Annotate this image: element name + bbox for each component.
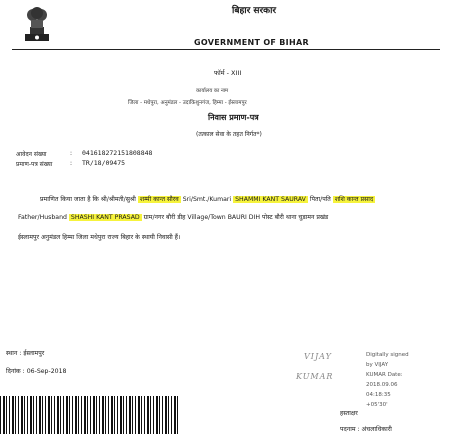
govt-title-english: GOVERNMENT OF BIHAR <box>194 38 309 47</box>
field-colon: : <box>70 160 73 167</box>
form-number: फॉर्म - XIII <box>214 69 242 77</box>
dsig-line: +05'30' <box>366 402 388 408</box>
father-name-english: SHASHI KANT PRASAD <box>70 214 140 221</box>
dsig-line: Digitally signed <box>366 352 409 358</box>
ashoka-emblem-icon <box>22 4 52 42</box>
certificate-number-value: TR/18/09475 <box>82 159 126 167</box>
signature-name-line1: VIJAY <box>304 352 332 361</box>
signature-label: हस्ताक्षर <box>340 410 358 417</box>
govt-title-hindi: बिहार सरकार <box>232 6 277 16</box>
document-subtitle: (तत्काल सेवा के तहत निर्गत*) <box>196 131 262 138</box>
place: स्थान : ईस्लामपुर <box>6 350 45 357</box>
date-value: 06-Sep-2018 <box>26 368 67 375</box>
office-location: जिला - मधेपुरा, अनुमंडल - उदाकिशुनगंज, हिम्मा - ईस्लामपुर <box>128 100 247 106</box>
body-line-2 <box>18 212 328 221</box>
application-number-label: आवेदन संख्या <box>16 151 47 158</box>
title-english: Sri/Smt./Kumari <box>182 196 232 203</box>
body-line-1 <box>40 194 375 203</box>
document-title: निवास प्रमाण-पत्र <box>208 113 259 122</box>
date: दिनांक : 06-Sep-2018 <box>6 368 67 375</box>
father-husband-label: Father/Husband <box>18 214 67 221</box>
dsig-line: 2018.09.06 <box>366 382 398 388</box>
father-name-hindi: शशि कान्त प्रसाद <box>334 196 374 203</box>
office-name-label: कार्यालय का नाम <box>196 88 229 94</box>
certify-intro: प्रमाणित किया जाता है कि श्री/श्रीमती/सुश्री <box>40 196 136 203</box>
header-divider <box>12 49 440 50</box>
designation: पदनाम : अंचलाधिकारी <box>340 426 392 433</box>
certificate-number-label: प्रमाण-पत्र संख्या <box>16 161 53 168</box>
dsig-line: KUMAR <box>366 372 386 378</box>
applicant-name-english: SHAMMI KANT SAURAV <box>235 196 306 203</box>
place-label: स्थान <box>6 350 18 357</box>
date-label: दिनांक <box>6 368 21 375</box>
dsig-line: 04:18:35 <box>366 392 391 398</box>
relation-label: पिता/पति <box>309 196 331 203</box>
application-number-value: 041618272151808848 <box>82 149 153 157</box>
body-line-3: ईस्लामपुर अनुमंडल हिम्मा जिला मधेपुरा राज्य बिहार के स्थायी निवासी हैं। <box>18 234 181 241</box>
applicant-name-hindi: शम्मी कान्त सौरव <box>139 196 179 203</box>
digital-signature-block <box>366 350 409 410</box>
place-value: ईस्लामपुर <box>23 350 45 357</box>
address-details: ग्राम/नगर बौरी डीह Village/Town BAURI DIH पोस्ट बौरी थाना चुडामन प्रखंड <box>143 214 329 221</box>
dsig-line: by VIJAY <box>366 362 389 368</box>
barcode <box>0 396 180 434</box>
field-colon: : <box>70 150 73 157</box>
dsig-line: Date: <box>387 372 403 378</box>
signature-name-line2: KUMAR <box>296 372 334 381</box>
